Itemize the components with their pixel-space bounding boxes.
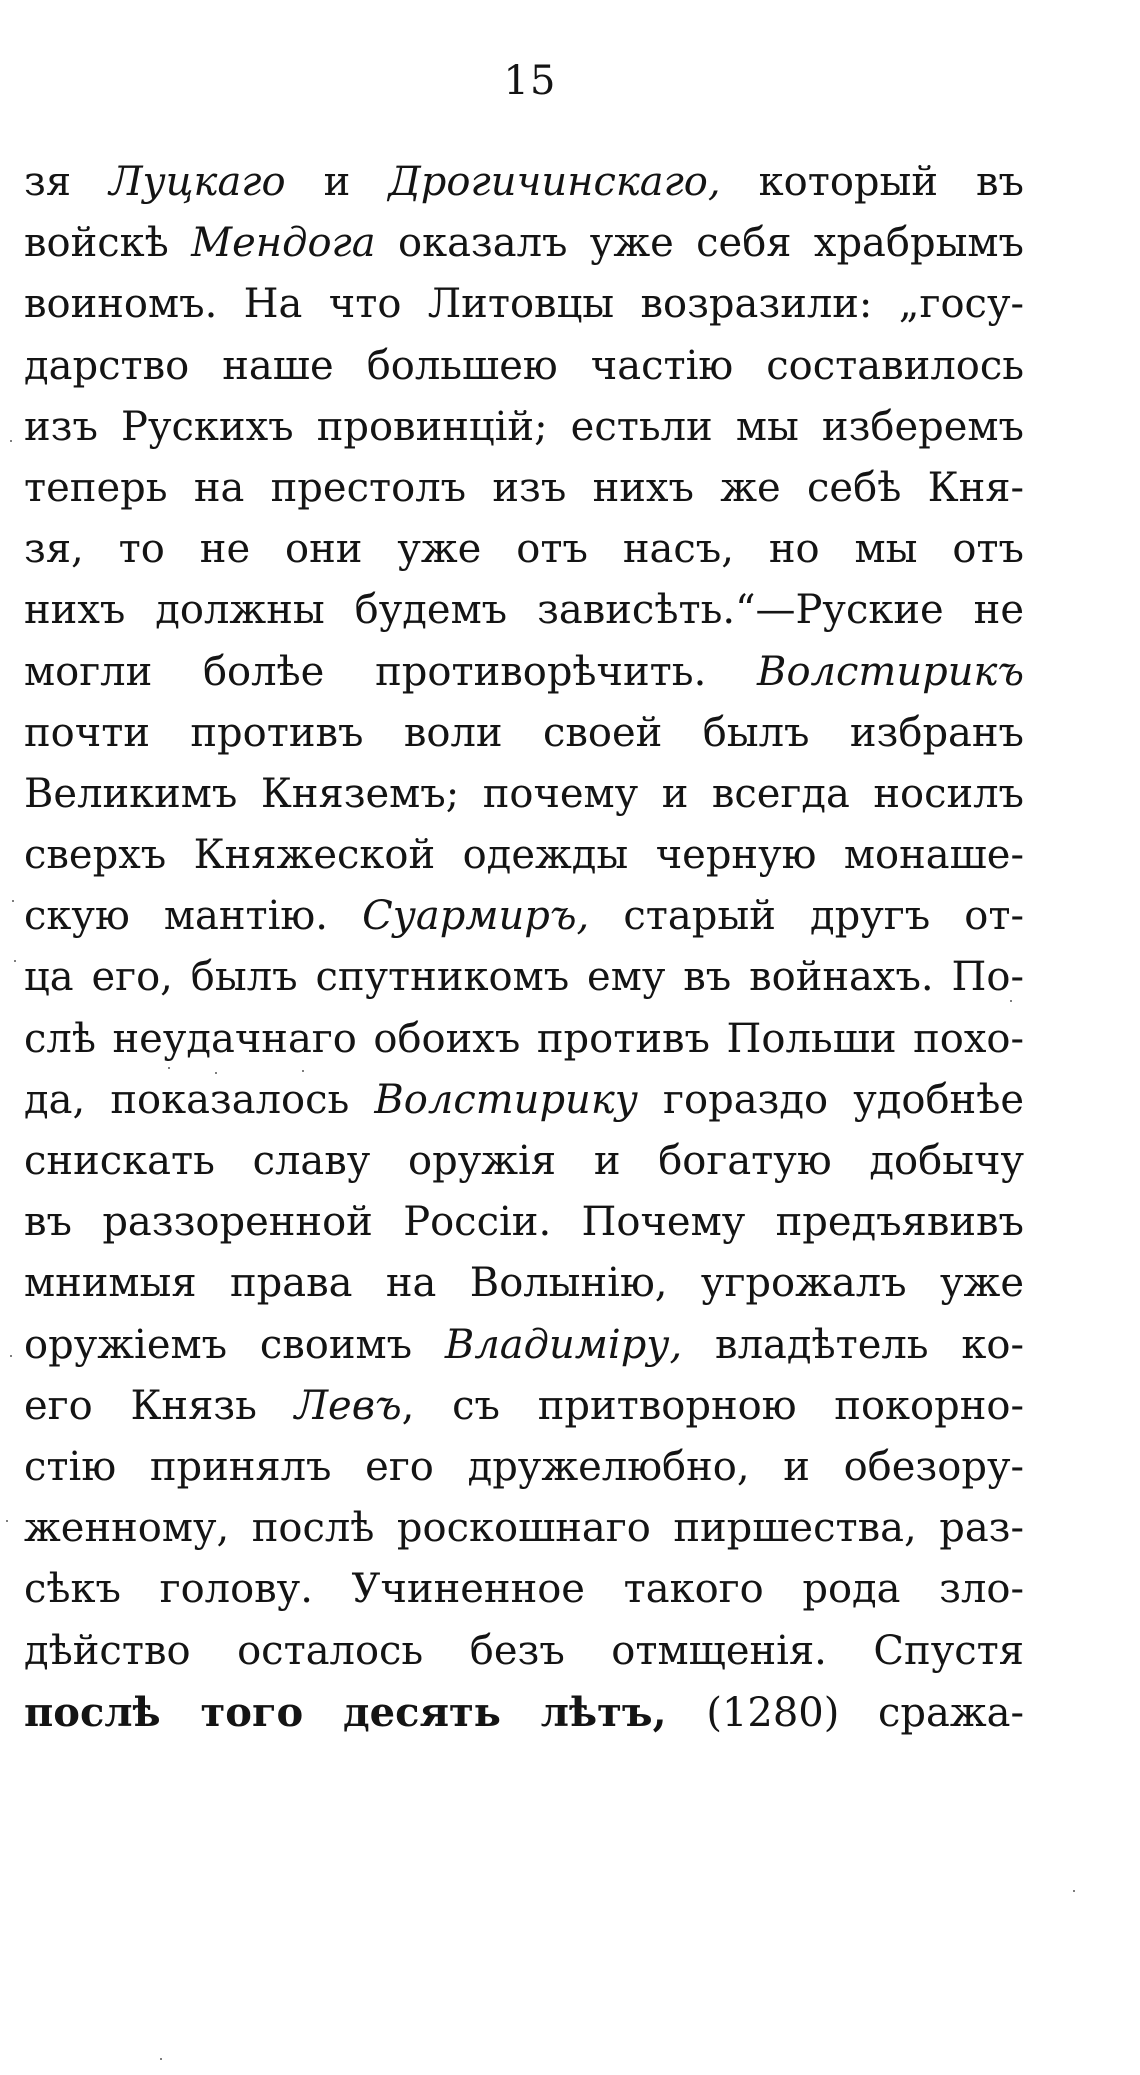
text-line: изъ Рускихъ провинцій; естьли мы изберемъ <box>24 403 1024 450</box>
text-line: стію принялъ его дружелюбно, и обезору- <box>24 1443 1024 1490</box>
print-speck <box>160 2058 162 2060</box>
print-speck <box>302 1070 304 1072</box>
text-line: оружіемъ своимъ Владиміру, владѣтель ко- <box>24 1321 1024 1368</box>
text-line: сѣкъ голову. Учиненное такого рода зло- <box>24 1566 1024 1613</box>
text-line: дарство наше большею частію составилось <box>24 342 1024 389</box>
text-line: снискать славу оружія и богатую добычу <box>24 1138 1024 1184</box>
text-line: мнимыя права на Волынію, угрожалъ уже <box>24 1260 1024 1307</box>
page-number: 15 <box>503 58 557 104</box>
text-line: послѣ того десять лѣтъ, (1280) сража- <box>24 1688 1024 1736</box>
text-line: нихъ должны будемъ зависѣть.“—Руские не <box>24 587 1024 634</box>
print-speck <box>1073 1890 1075 1892</box>
text-line: въ раззоренной Россіи. Почему предъявивъ <box>24 1199 1024 1246</box>
print-speck <box>6 1520 8 1522</box>
text-line: Великимъ Княземъ; почему и всегда носилъ <box>24 770 1024 817</box>
text-line: скую мантію. Суармиръ, старый другъ от- <box>24 893 1024 940</box>
text-line: зя Луцкаго и Дрогичинскаго, который въ <box>24 159 1024 205</box>
print-speck <box>215 1072 217 1074</box>
text-line: женному, послѣ роскошнаго пиршества, раз- <box>24 1505 1024 1552</box>
text-line: да, показалось Волстирику гораздо удобнѣе <box>24 1076 1024 1123</box>
text-line: слѣ неудачнаго обоихъ противъ Польши похо- <box>24 1015 1024 1062</box>
print-speck <box>1010 1000 1012 1002</box>
text-line: его Князь Левъ, съ притворною покорно- <box>24 1382 1024 1429</box>
text-line: ца его, былъ спутникомъ ему въ войнахъ. По- <box>24 954 1024 1001</box>
print-speck <box>12 900 14 902</box>
print-speck <box>10 1355 12 1357</box>
body-text <box>24 152 1024 1743</box>
text-line: войскѣ Мендога оказалъ уже себя храбрымъ <box>24 220 1024 267</box>
text-line: теперь на престолъ изъ нихъ же себѣ Кня- <box>24 464 1024 511</box>
print-speck <box>168 1067 170 1069</box>
print-speck <box>14 960 16 962</box>
print-speck <box>10 440 12 442</box>
text-line: зя, то не они уже отъ насъ, но мы отъ <box>24 526 1024 573</box>
text-line: воиномъ. На что Литовцы возразили: „госу- <box>24 281 1024 328</box>
text-line: сверхъ Княжеской одежды черную монаше- <box>24 832 1024 879</box>
text-line: дѣйство осталось безъ отмщенія. Спустя <box>24 1627 1024 1674</box>
text-line: почти противъ воли своей былъ избранъ <box>24 709 1024 756</box>
text-line: могли болѣе противорѣчить. Волстирикъ <box>24 648 1024 695</box>
